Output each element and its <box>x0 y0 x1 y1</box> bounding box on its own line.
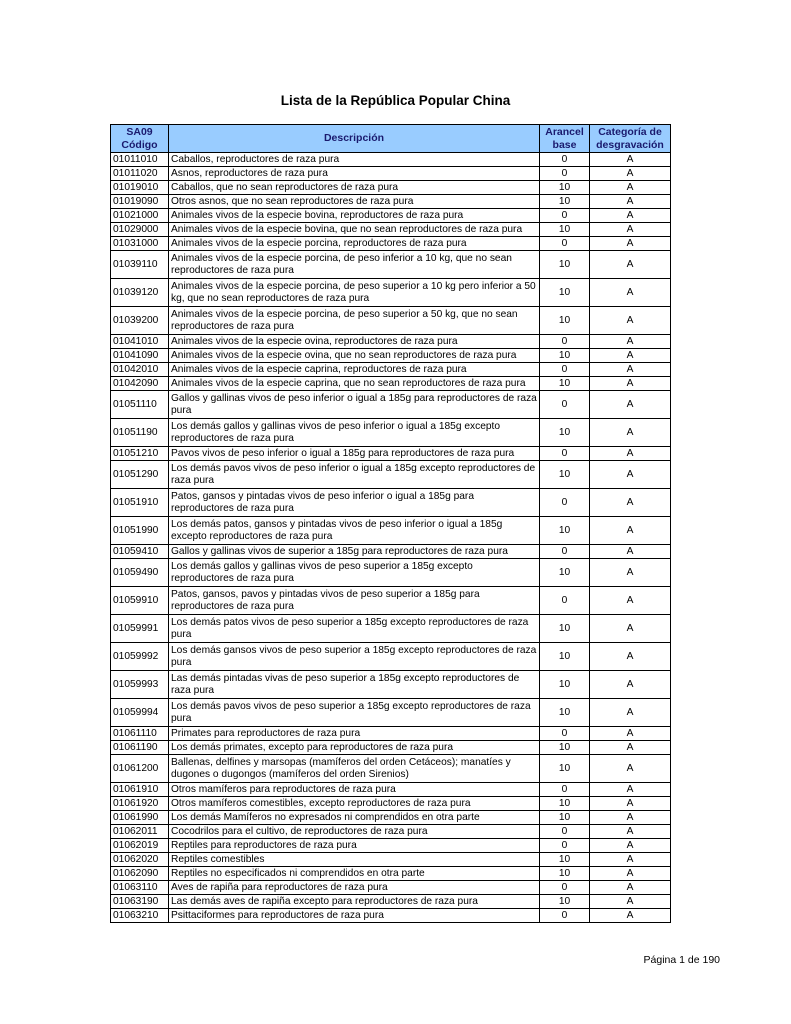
row-category: A <box>590 797 671 811</box>
row-code: 01011010 <box>111 153 169 167</box>
table-row <box>111 699 671 727</box>
table-row <box>111 251 671 279</box>
row-description: Aves de rapiña para reproductores de raza pura <box>169 881 540 895</box>
row-rate: 10 <box>540 181 590 195</box>
row-category: A <box>590 699 671 727</box>
row-code: 01041090 <box>111 349 169 363</box>
row-code: 01029000 <box>111 223 169 237</box>
table-row <box>111 461 671 489</box>
table-row <box>111 797 671 811</box>
row-category: A <box>590 279 671 307</box>
row-description: Los demás gallos y gallinas vivos de peso inferior o igual a 185g excepto reproductores de raza pura <box>169 419 540 447</box>
row-rate: 0 <box>540 839 590 853</box>
row-code: 01051210 <box>111 447 169 461</box>
row-description: Caballos, reproductores de raza pura <box>169 153 540 167</box>
table-row <box>111 881 671 895</box>
row-category: A <box>590 153 671 167</box>
row-code: 01059992 <box>111 643 169 671</box>
row-description: Las demás pintadas vivas de peso superior a 185g excepto reproductores de raza pura <box>169 671 540 699</box>
row-rate: 10 <box>540 349 590 363</box>
row-rate: 10 <box>540 279 590 307</box>
row-code: 01061200 <box>111 755 169 783</box>
row-rate: 10 <box>540 251 590 279</box>
table-row <box>111 307 671 335</box>
row-category: A <box>590 727 671 741</box>
table-body <box>111 153 671 923</box>
table-row <box>111 867 671 881</box>
table-header <box>111 125 671 153</box>
table-row <box>111 489 671 517</box>
row-category: A <box>590 489 671 517</box>
row-rate: 0 <box>540 909 590 923</box>
row-category: A <box>590 307 671 335</box>
row-description: Animales vivos de la especie porcina, reproductores de raza pura <box>169 237 540 251</box>
row-rate: 0 <box>540 363 590 377</box>
row-rate: 10 <box>540 895 590 909</box>
row-rate: 10 <box>540 559 590 587</box>
row-rate: 0 <box>540 727 590 741</box>
header-rate-line2: base <box>552 138 577 151</box>
table-row <box>111 447 671 461</box>
row-description: Animales vivos de la especie caprina, reproductores de raza pura <box>169 363 540 377</box>
row-rate: 10 <box>540 797 590 811</box>
row-category: A <box>590 195 671 209</box>
row-code: 01019010 <box>111 181 169 195</box>
table-row <box>111 167 671 181</box>
row-rate: 10 <box>540 811 590 825</box>
row-rate: 0 <box>540 545 590 559</box>
row-description: Caballos, que no sean reproductores de raza pura <box>169 181 540 195</box>
row-rate: 0 <box>540 237 590 251</box>
row-description: Psittaciformes para reproductores de raza pura <box>169 909 540 923</box>
row-description: Asnos, reproductores de raza pura <box>169 167 540 181</box>
row-description: Los demás pavos vivos de peso inferior o igual a 185g excepto reproductores de raza pura <box>169 461 540 489</box>
row-description: Animales vivos de la especie porcina, de peso superior a 50 kg, que no sean reproductores de raza pura <box>169 307 540 335</box>
row-code: 01062020 <box>111 853 169 867</box>
row-category: A <box>590 755 671 783</box>
row-category: A <box>590 209 671 223</box>
row-code: 01051910 <box>111 489 169 517</box>
table-row <box>111 363 671 377</box>
row-rate: 0 <box>540 587 590 615</box>
table-row <box>111 615 671 643</box>
row-code: 01051290 <box>111 461 169 489</box>
row-category: A <box>590 181 671 195</box>
row-rate: 0 <box>540 783 590 797</box>
table-row <box>111 909 671 923</box>
row-description: Animales vivos de la especie bovina, reproductores de raza pura <box>169 209 540 223</box>
row-category: A <box>590 251 671 279</box>
row-code: 01061990 <box>111 811 169 825</box>
row-category: A <box>590 335 671 349</box>
row-description: Gallos y gallinas vivos de superior a 185g para reproductores de raza pura <box>169 545 540 559</box>
row-description: Ballenas, delfines y marsopas (mamíferos del orden Cetáceos); manatíes y dugones o dugongos (mamíferos del orden Sirenios) <box>169 755 540 783</box>
header-category-line2: desgravación <box>596 138 664 151</box>
row-description: Animales vivos de la especie porcina, de peso superior a 10 kg pero inferior a 50 kg, que no sean reproductores de raza pura <box>169 279 540 307</box>
row-code: 01019090 <box>111 195 169 209</box>
table-row <box>111 517 671 545</box>
row-description: Animales vivos de la especie bovina, que no sean reproductores de raza pura <box>169 223 540 237</box>
row-rate: 10 <box>540 223 590 237</box>
row-code: 01059410 <box>111 545 169 559</box>
row-code: 01063110 <box>111 881 169 895</box>
row-category: A <box>590 853 671 867</box>
row-code: 01063190 <box>111 895 169 909</box>
row-category: A <box>590 545 671 559</box>
row-code: 01059994 <box>111 699 169 727</box>
row-category: A <box>590 447 671 461</box>
row-category: A <box>590 881 671 895</box>
row-category: A <box>590 223 671 237</box>
row-code: 01062011 <box>111 825 169 839</box>
row-rate: 0 <box>540 391 590 419</box>
row-description: Otros mamíferos comestibles, excepto reproductores de raza pura <box>169 797 540 811</box>
row-code: 01031000 <box>111 237 169 251</box>
row-description: Animales vivos de la especie ovina, que no sean reproductores de raza pura <box>169 349 540 363</box>
row-category: A <box>590 391 671 419</box>
row-code: 01062090 <box>111 867 169 881</box>
table-row <box>111 349 671 363</box>
table-row <box>111 195 671 209</box>
row-rate: 0 <box>540 153 590 167</box>
table-row <box>111 741 671 755</box>
table-row <box>111 643 671 671</box>
row-category: A <box>590 741 671 755</box>
row-rate: 10 <box>540 741 590 755</box>
row-code: 01059910 <box>111 587 169 615</box>
row-description: Otros asnos, que no sean reproductores de raza pura <box>169 195 540 209</box>
table-row <box>111 671 671 699</box>
header-code <box>111 125 169 153</box>
row-code: 01061190 <box>111 741 169 755</box>
table-row <box>111 181 671 195</box>
row-code: 01041010 <box>111 335 169 349</box>
row-category: A <box>590 419 671 447</box>
header-code-line1: SA09 <box>126 125 153 138</box>
table-row <box>111 419 671 447</box>
row-rate: 10 <box>540 671 590 699</box>
row-code: 01051190 <box>111 419 169 447</box>
row-category: A <box>590 349 671 363</box>
page-title: Lista de la República Popular China <box>280 93 511 108</box>
table-row <box>111 755 671 783</box>
row-category: A <box>590 811 671 825</box>
row-rate: 0 <box>540 881 590 895</box>
header-category-line1: Categoría de <box>598 125 662 138</box>
row-rate: 10 <box>540 853 590 867</box>
row-category: A <box>590 671 671 699</box>
row-category: A <box>590 615 671 643</box>
row-category: A <box>590 825 671 839</box>
row-code: 01059991 <box>111 615 169 643</box>
row-code: 01059993 <box>111 671 169 699</box>
row-code: 01059490 <box>111 559 169 587</box>
row-rate: 10 <box>540 755 590 783</box>
table-row <box>111 895 671 909</box>
row-rate: 10 <box>540 419 590 447</box>
row-rate: 0 <box>540 335 590 349</box>
table-row <box>111 545 671 559</box>
row-description: Cocodrilos para el cultivo, de reproductores de raza pura <box>169 825 540 839</box>
row-rate: 10 <box>540 377 590 391</box>
row-rate: 10 <box>540 517 590 545</box>
table-row <box>111 279 671 307</box>
row-code: 01063210 <box>111 909 169 923</box>
row-rate: 10 <box>540 867 590 881</box>
row-category: A <box>590 839 671 853</box>
row-description: Primates para reproductores de raza pura <box>169 727 540 741</box>
row-description: Los demás primates, excepto para reproductores de raza pura <box>169 741 540 755</box>
row-rate: 10 <box>540 699 590 727</box>
table-row <box>111 237 671 251</box>
tariff-table <box>110 124 671 923</box>
row-code: 01039110 <box>111 251 169 279</box>
row-description: Los demás gallos y gallinas vivos de peso superior a 185g excepto reproductores de raza pura <box>169 559 540 587</box>
row-description: Los demás Mamíferos no expresados ni comprendidos en otra parte <box>169 811 540 825</box>
row-code: 01061920 <box>111 797 169 811</box>
table-row <box>111 559 671 587</box>
header-category <box>590 125 671 153</box>
row-code: 01011020 <box>111 167 169 181</box>
row-description: Animales vivos de la especie porcina, de peso inferior a 10 kg, que no sean reproductores de raza pura <box>169 251 540 279</box>
row-code: 01039120 <box>111 279 169 307</box>
row-rate: 10 <box>540 195 590 209</box>
row-description: Gallos y gallinas vivos de peso inferior o igual a 185g para reproductores de raza pura <box>169 391 540 419</box>
row-description: Animales vivos de la especie caprina, que no sean reproductores de raza pura <box>169 377 540 391</box>
row-code: 01042090 <box>111 377 169 391</box>
row-description: Patos, gansos, pavos y pintadas vivos de peso superior a 185g para reproductores de raza pura <box>169 587 540 615</box>
row-rate: 10 <box>540 307 590 335</box>
row-description: Las demás aves de rapiña excepto para reproductores de raza pura <box>169 895 540 909</box>
row-code: 01051990 <box>111 517 169 545</box>
row-category: A <box>590 237 671 251</box>
row-category: A <box>590 167 671 181</box>
row-code: 01021000 <box>111 209 169 223</box>
row-category: A <box>590 783 671 797</box>
row-description: Otros mamíferos para reproductores de raza pura <box>169 783 540 797</box>
table-row <box>111 727 671 741</box>
header-description: Descripción <box>169 125 540 153</box>
row-rate: 0 <box>540 825 590 839</box>
row-rate: 0 <box>540 489 590 517</box>
table-row <box>111 839 671 853</box>
table-row <box>111 153 671 167</box>
header-rate-line1: Arancel <box>545 125 584 138</box>
table-row <box>111 335 671 349</box>
table-row <box>111 783 671 797</box>
row-rate: 10 <box>540 643 590 671</box>
table-row <box>111 853 671 867</box>
row-category: A <box>590 559 671 587</box>
row-category: A <box>590 517 671 545</box>
row-category: A <box>590 867 671 881</box>
table-row <box>111 825 671 839</box>
row-code: 01061110 <box>111 727 169 741</box>
row-description: Reptiles no especificados ni comprendidos en otra parte <box>169 867 540 881</box>
table-row <box>111 391 671 419</box>
header-code-line2: Código <box>121 138 158 151</box>
row-code: 01042010 <box>111 363 169 377</box>
row-rate: 0 <box>540 209 590 223</box>
table-row <box>111 223 671 237</box>
row-category: A <box>590 643 671 671</box>
row-category: A <box>590 461 671 489</box>
row-description: Patos, gansos y pintadas vivos de peso inferior o igual a 185g para reproductores de raza pura <box>169 489 540 517</box>
row-description: Los demás gansos vivos de peso superior a 185g excepto reproductores de raza pura <box>169 643 540 671</box>
row-rate: 10 <box>540 615 590 643</box>
row-description: Reptiles para reproductores de raza pura <box>169 839 540 853</box>
row-category: A <box>590 377 671 391</box>
row-category: A <box>590 909 671 923</box>
row-description: Los demás patos vivos de peso superior a 185g excepto reproductores de raza pura <box>169 615 540 643</box>
row-code: 01039200 <box>111 307 169 335</box>
row-code: 01062019 <box>111 839 169 853</box>
table-row <box>111 587 671 615</box>
row-rate: 0 <box>540 447 590 461</box>
row-description: Pavos vivos de peso inferior o igual a 185g para reproductores de raza pura <box>169 447 540 461</box>
header-rate <box>540 125 590 153</box>
row-category: A <box>590 363 671 377</box>
row-code: 01061910 <box>111 783 169 797</box>
row-rate: 10 <box>540 461 590 489</box>
page-number: Página 1 de 190 <box>643 954 720 966</box>
row-category: A <box>590 895 671 909</box>
table-row <box>111 377 671 391</box>
row-rate: 0 <box>540 167 590 181</box>
row-category: A <box>590 587 671 615</box>
row-description: Los demás patos, gansos y pintadas vivos de peso inferior o igual a 185g excepto reproductores de raza pura <box>169 517 540 545</box>
row-description: Reptiles comestibles <box>169 853 540 867</box>
table-row <box>111 209 671 223</box>
row-code: 01051110 <box>111 391 169 419</box>
row-description: Los demás pavos vivos de peso superior a 185g excepto reproductores de raza pura <box>169 699 540 727</box>
row-description: Animales vivos de la especie ovina, reproductores de raza pura <box>169 335 540 349</box>
table-row <box>111 811 671 825</box>
